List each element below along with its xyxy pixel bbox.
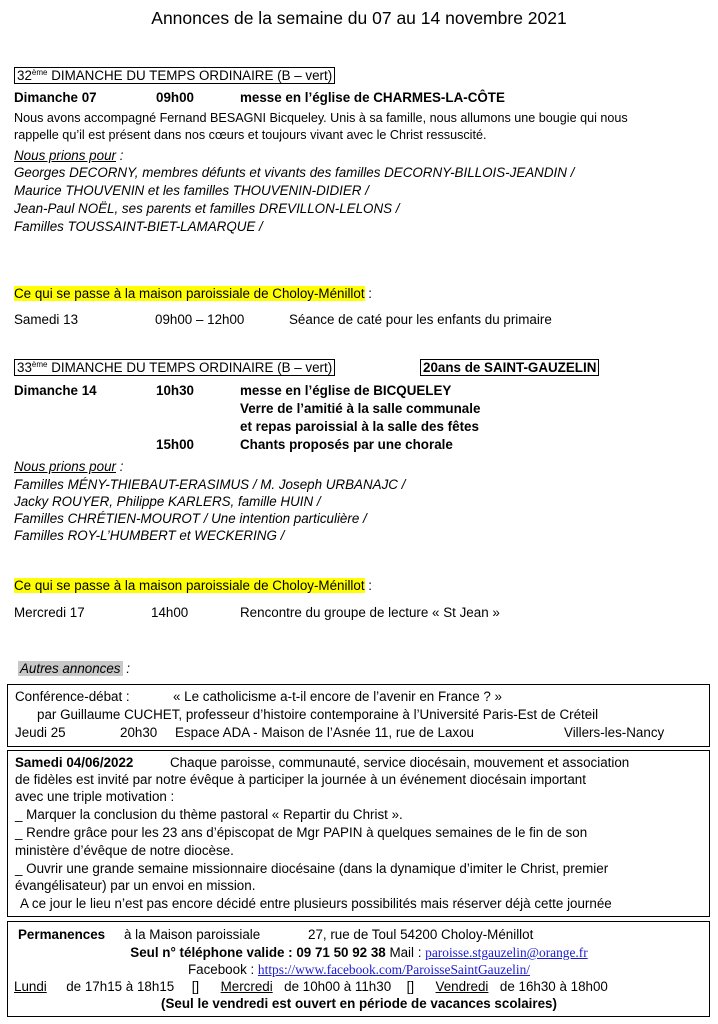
- event-label: Rencontre du groupe de lecture « St Jean »: [240, 605, 500, 620]
- other-announcements-heading: Autres annonces :: [20, 661, 130, 676]
- paragraph-line: A ce jour le lieu n’est pas encore décidé entre plusieurs possibilités mais réserver déjà cette journée: [20, 896, 612, 911]
- facebook-line: Facebook : https://www.facebook.com/ParoisseSaintGauzelin/: [187, 962, 531, 977]
- facebook-link[interactable]: https://www.facebook.com/ParoisseSaintGauzelin/: [257, 962, 531, 977]
- sunday-header-32: 32ème DIMANCHE DU TEMPS ORDINAIRE (B – vert): [14, 67, 335, 84]
- prayer-line: Jacky ROUYER, Philippe KARLERS, famille HUIN /: [14, 494, 321, 509]
- paragraph-line: évangélisateur) par un envoi en mission.: [15, 878, 256, 893]
- conference-place: Espace ADA - Maison de l’Asnée 11, rue de Laxou: [175, 725, 474, 740]
- event-label: Verre de l’amitié à la salle communale: [240, 401, 481, 416]
- conference-label: Conférence-débat :: [15, 689, 130, 704]
- prayer-line: Georges DECORNY, membres défunts et vivants des familles DECORNY-BILLOIS-JEANDIN /: [14, 165, 575, 180]
- prayer-line: Maurice THOUVENIN et les familles THOUVENIN-DIDIER /: [14, 183, 369, 198]
- prayer-line: Familles CHRÉTIEN-MOUROT / Une intention particulière /: [14, 511, 367, 526]
- time-label: 14h00: [151, 605, 189, 620]
- conference-day: Jeudi 25: [15, 725, 66, 740]
- permanences-address: 27, rue de Toul 54200 Choloy-Ménillot: [308, 927, 534, 942]
- paragraph-line: Nous avons accompagné Fernand BESAGNI Bicqueley. Unis à sa famille, nous allumons une bougie qui nous: [14, 111, 628, 125]
- event-label: et repas paroissial à la salle des fêtes: [240, 419, 479, 434]
- paragraph-line: avec une triple motivation :: [15, 789, 175, 804]
- prayer-heading: Nous prions pour :: [14, 459, 124, 474]
- maison-heading: Ce qui se passe à la maison paroissiale de Choloy-Ménillot :: [14, 286, 373, 301]
- time-label: 09h00: [156, 90, 194, 105]
- paragraph-line: de fidèles est invité par notre évêque à participer la journée à un événement diocésain important: [15, 772, 586, 787]
- sunday-header-33: 33ème DIMANCHE DU TEMPS ORDINAIRE (B – vert): [14, 359, 335, 376]
- permanences-place: à la Maison paroissiale: [124, 927, 261, 942]
- hours-line: Lundi de 17h15 à 18h15 [] Mercredi de 10h00 à 11h30 [] Vendredi de 16h30 à 18h00: [14, 979, 608, 994]
- time-label: 09h00 – 12h00: [155, 312, 245, 327]
- paragraph-line: _ Marquer la conclusion du thème pastoral « Repartir du Christ ».: [15, 807, 403, 822]
- paragraph-line: rappelle qu’il est présent dans nos cœurs et toujours vivant avec le Christ ressuscité.: [14, 128, 487, 142]
- anniversary-badge: 20ans de SAINT-GAUZELIN: [420, 359, 599, 376]
- event-label: Chants proposés par une chorale: [240, 437, 453, 452]
- conference-speaker: par Guillaume CUCHET, professeur d’histoire contemporaine à l’Université Paris-Est de Créteil: [37, 707, 599, 722]
- vacation-note: (Seul le vendredi est ouvert en période de vacances scolaires): [161, 996, 557, 1011]
- contact-line: Seul n° téléphone valide : 09 71 50 92 38 Mail : paroisse.stgauzelin@orange.fr: [130, 945, 588, 960]
- paragraph-line: ministère d’évêque de notre diocèse.: [15, 843, 234, 858]
- paragraph-line: Chaque paroisse, communauté, service diocésain, mouvement et association: [170, 755, 630, 770]
- prayer-line: Familles ROY-L’HUMBERT et WECKERING /: [14, 528, 285, 543]
- conference-title: « Le catholicisme a-t-il encore de l’avenir en France ? »: [173, 689, 502, 704]
- page-title: Annonces de la semaine du 07 au 14 novembre 2021: [151, 8, 567, 28]
- day-label: Samedi 13: [14, 312, 79, 327]
- email-link[interactable]: paroisse.stgauzelin@orange.fr: [425, 945, 588, 960]
- day-label: Dimanche 07: [14, 90, 97, 105]
- prayer-heading: Nous prions pour :: [14, 148, 124, 163]
- event-label: messe en l’église de CHARMES-LA-CÔTE: [240, 90, 505, 105]
- paragraph-line: _ Rendre grâce pour les 23 ans d’épiscopat de Mgr PAPIN à quelques semaines de le fin de son: [15, 825, 588, 840]
- conference-time: 20h30: [120, 725, 158, 740]
- permanences-label: Permanences: [18, 927, 106, 942]
- day-label: Mercredi 17: [14, 605, 85, 620]
- event-date: Samedi 04/06/2022: [15, 755, 134, 770]
- paragraph-line: _ Ouvrir une grande semaine missionnaire diocésaine (dans la dynamique d’imiter le Christ, premier: [15, 861, 609, 876]
- prayer-line: Familles MÉNY-THIEBAUT-ERASIMUS / M. Joseph URBANAJC /: [14, 477, 406, 492]
- conference-city: Villers-les-Nancy: [564, 725, 665, 740]
- phone-label: Seul n° téléphone valide : 09 71 50 92 38: [130, 945, 386, 960]
- prayer-line: Jean-Paul NOËL, ses parents et familles DREVILLON-LELONS /: [14, 201, 400, 216]
- time-label: 15h00: [156, 437, 194, 452]
- event-label: messe en l’église de BICQUELEY: [240, 383, 452, 398]
- maison-heading: Ce qui se passe à la maison paroissiale de Choloy-Ménillot :: [14, 578, 373, 593]
- time-label: 10h30: [156, 383, 194, 398]
- prayer-line: Familles TOUSSAINT-BIET-LAMARQUE /: [14, 219, 263, 234]
- day-label: Dimanche 14: [14, 383, 97, 398]
- event-label: Séance de caté pour les enfants du primaire: [289, 312, 552, 327]
